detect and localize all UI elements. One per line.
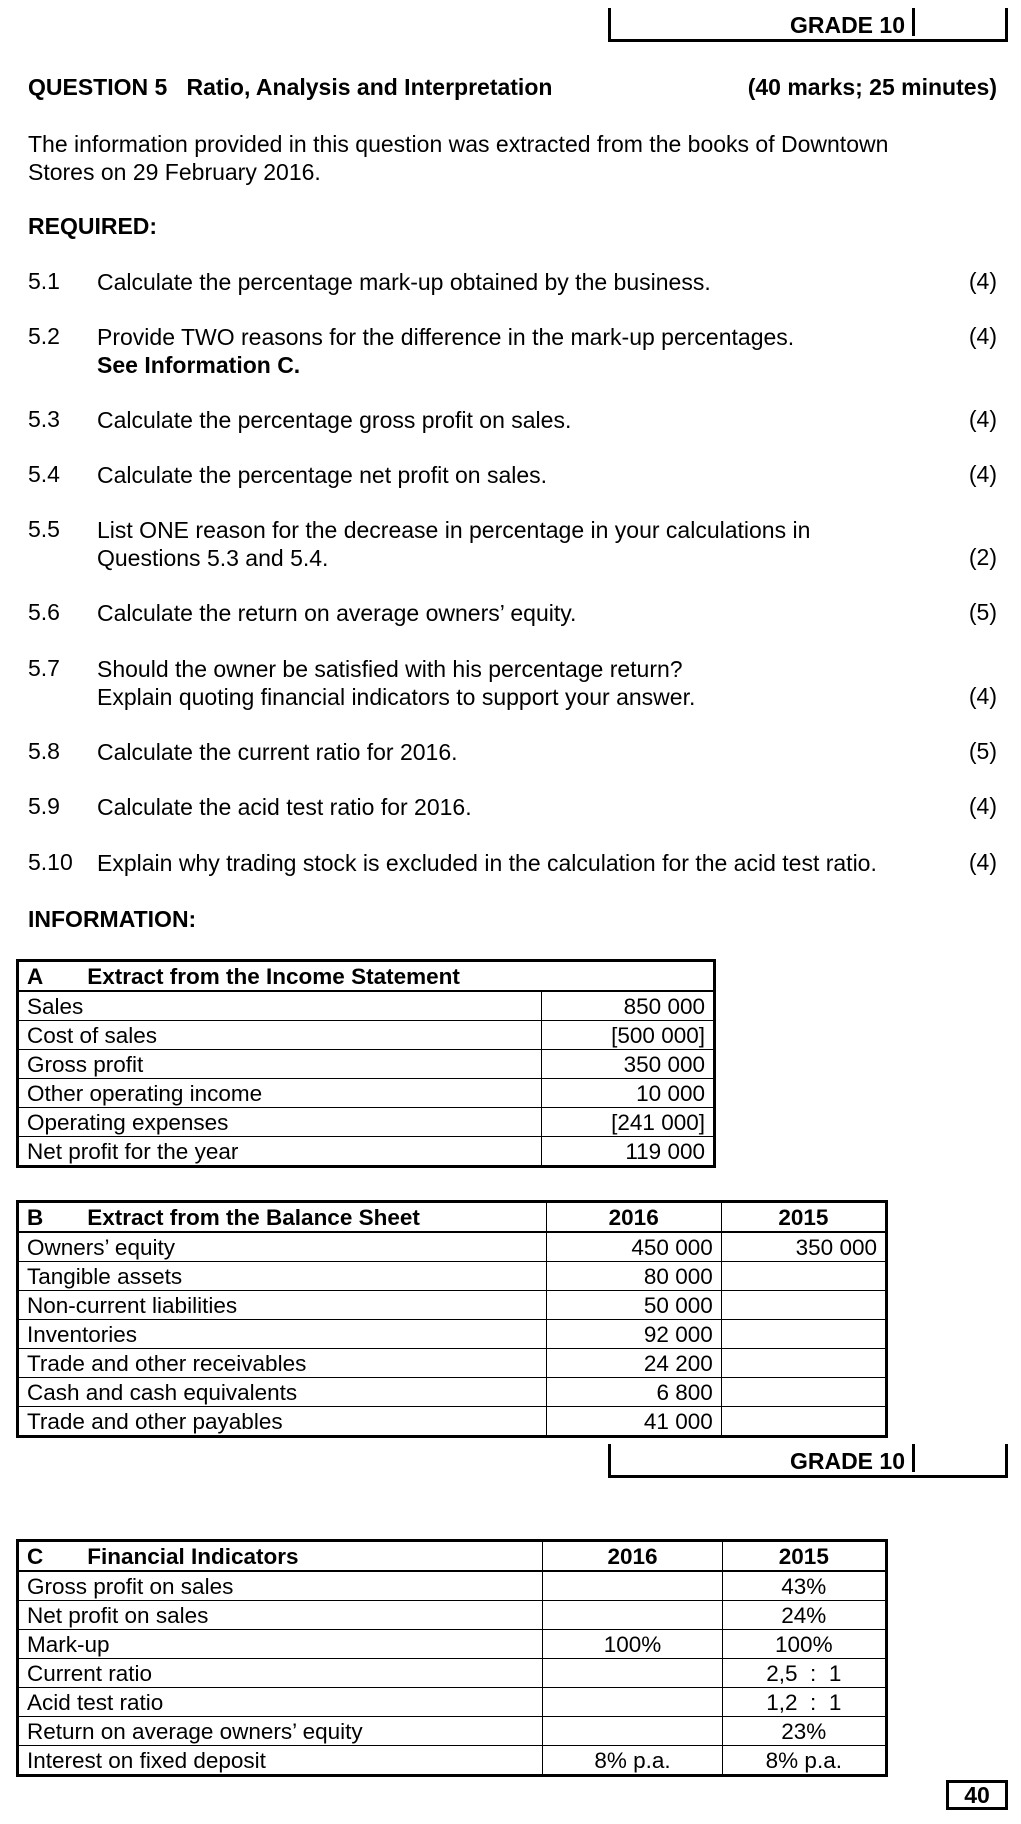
- balance-sheet-table: [16, 1200, 888, 1438]
- table-row: Non-current liabilities 50 000: [18, 1291, 887, 1320]
- column-header-2016: 2016: [546, 1202, 721, 1233]
- table-row: Current ratio 2,5 : 1: [18, 1659, 887, 1688]
- information-heading: INFORMATION:: [28, 906, 197, 932]
- column-header-2015: 2015: [722, 1541, 886, 1572]
- grade-label: GRADE 10: [789, 1448, 905, 1474]
- grade-box-middle: [608, 1444, 1008, 1478]
- table-letter: C: [27, 1543, 44, 1569]
- table-title: Extract from the Income Statement: [87, 963, 460, 989]
- required-heading: REQUIRED:: [28, 213, 158, 239]
- table-row: Trade and other payables 41 000: [18, 1407, 887, 1437]
- table-row: Cost of sales [500 000]: [18, 1021, 715, 1050]
- table-row: Net profit for the year 119 000: [18, 1137, 715, 1167]
- grade-box-top: [608, 8, 1008, 42]
- table-row: Sales 850 000: [18, 991, 715, 1021]
- table-title: Extract from the Balance Sheet: [87, 1204, 420, 1230]
- table-header: [18, 961, 715, 992]
- question-allocation: (40 marks; 25 minutes): [747, 74, 997, 100]
- table-letter: B: [27, 1204, 44, 1230]
- question-intro: The information provided in this question was extracted from the books of Downtown Stores on 29 February 2016.: [28, 131, 889, 185]
- table-row: Operating expenses [241 000]: [18, 1108, 715, 1137]
- table-row: Gross profit 350 000: [18, 1050, 715, 1079]
- grade-label: GRADE 10: [789, 12, 905, 38]
- column-header-2015: 2015: [721, 1202, 886, 1233]
- total-marks-box: 40: [946, 1780, 1008, 1810]
- table-header: [18, 1541, 887, 1572]
- table-title: Financial Indicators: [87, 1543, 299, 1569]
- table-row: Tangible assets 80 000: [18, 1262, 887, 1291]
- question-title: QUESTION 5 Ratio, Analysis and Interpretation: [28, 74, 553, 100]
- table-header: [18, 1202, 887, 1233]
- grade-divider: [912, 8, 915, 36]
- table-row: Interest on fixed deposit 8% p.a. 8% p.a.: [18, 1746, 887, 1776]
- table-row: Owners’ equity 450 000 350 000: [18, 1232, 887, 1262]
- grade-divider: [912, 1444, 915, 1472]
- table-row: Other operating income 10 000: [18, 1079, 715, 1108]
- financial-indicators-table: [16, 1539, 888, 1777]
- table-row: Gross profit on sales 43%: [18, 1571, 887, 1601]
- table-row: Mark-up 100% 100%: [18, 1630, 887, 1659]
- table-letter: A: [27, 963, 44, 989]
- column-header-2016: 2016: [543, 1541, 722, 1572]
- table-row: Cash and cash equivalents 6 800: [18, 1378, 887, 1407]
- income-statement-table: [16, 959, 716, 1168]
- table-row: Return on average owners’ equity 23%: [18, 1717, 887, 1746]
- table-row: Trade and other receivables 24 200: [18, 1349, 887, 1378]
- table-row: Net profit on sales 24%: [18, 1601, 887, 1630]
- table-row: Acid test ratio 1,2 : 1: [18, 1688, 887, 1717]
- table-row: Inventories 92 000: [18, 1320, 887, 1349]
